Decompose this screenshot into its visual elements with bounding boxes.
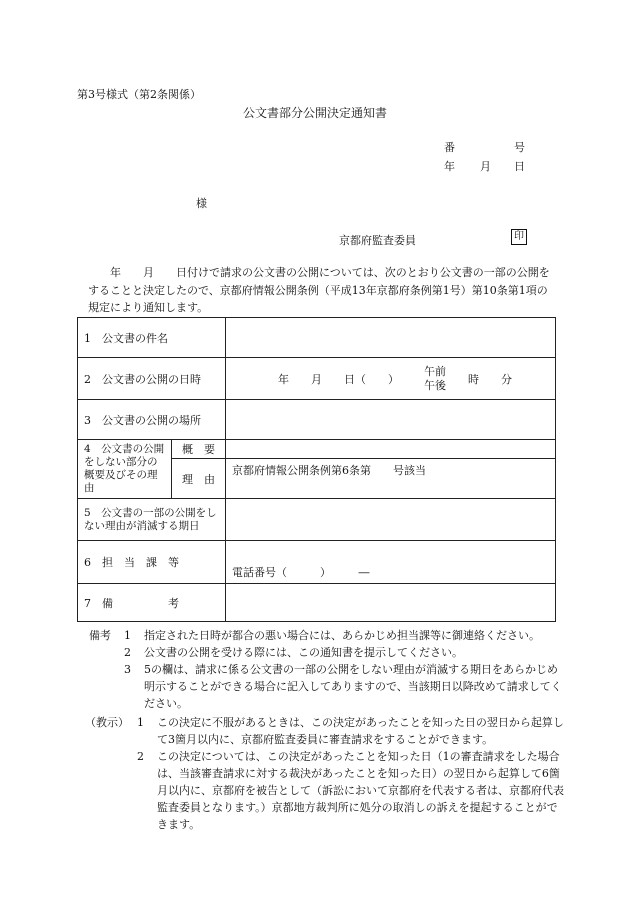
row4-summary-value [226,440,556,459]
note-text: この決定に不服があるときは、この決定があったことを知った日の翌日から起算して3箇月以内に、京都府監査委員に審査請求をすることができます。 [157,716,564,746]
table-row [78,318,556,358]
note-number: 2 [137,750,144,763]
note-text: この決定については、この決定があったことを知った日（1の審査請求をした場合は、当該審査請求に対する裁決があったことを知った日）の翌日から起算して6箇月以内に、京都府を被告として（訴訟において京都府を代表する者は、京都府代表監査委員となります。）京都地方裁判所に処分の取消しの訴えを提起することができます。 [157,750,564,831]
row2-time: 時 分 [468,372,512,386]
row2-date: 年 月 日（ ） [278,372,399,386]
table-row [78,440,556,459]
issuer-name: 京都府監査委員 [339,234,416,247]
row4-reason-value: 京都府情報公開条例第6条第 号該当 [226,459,556,499]
table-row [78,499,556,541]
row2-value-cell [226,358,556,400]
note-number: 1 [124,629,131,642]
list-item [77,644,567,661]
table-row [78,400,556,440]
notes-section [77,627,567,833]
date-day-label: 日 [514,160,525,173]
note-number: 1 [137,716,144,729]
row3-label: 3 公文書の公開の場所 [78,400,226,440]
row4-label: 4 公文書の公開をしない部分の概要及びその理由 [78,440,172,499]
note-text: 公文書の公開を受ける際には、この通知書を提示してください。 [144,646,463,659]
note-text: 5の欄は、請求に係る公文書の一部の公開をしない理由が消滅する期日をあらかじめ明示することができる場合に記入してありますので、当該期日以降改めて請求してください。 [144,663,562,710]
addressee-suffix: 様 [196,197,207,210]
number-label: 番 [444,141,455,154]
row1-label: 1 公文書の件名 [78,318,226,358]
date-year-label: 年 [444,160,455,173]
row2-ampm [424,365,468,393]
list-item [77,661,567,712]
table-row [78,541,556,584]
seal-mark: 印 [511,229,527,245]
table-row [78,358,556,400]
note-number: 3 [124,663,131,676]
row6-label: 6 担 当 課 等 [78,541,226,584]
row2-am: 午前 [424,364,446,378]
row6-phone: 電話番号（ ） ― [226,541,556,584]
table-row [78,584,556,622]
row1-value [226,318,556,358]
number-suffix: 号 [514,141,525,154]
list-item [77,748,567,833]
form-code: 第3号様式（第2条関係） [77,88,201,101]
row7-value [226,584,556,622]
note-text: 指定された日時が都合の悪い場合には、あらかじめ担当課等に御連絡ください。 [144,629,540,642]
kyoji-label: （教示） [85,716,129,729]
document-title: 公文書部分公開決定通知書 [242,106,387,120]
row4-sub-reason: 理 由 [172,459,226,499]
row5-label: 5 公文書の一部の公開をしない理由が消滅する期日 [78,499,226,541]
row7-label: 7 備 考 [78,584,226,622]
intro-paragraph: 年 月 日付けで請求の公文書の公開については、次のとおり公文書の一部の公開をすることと決定したので、京都府情報公開条例（平成13年京都府条例第1号）第10条第1項の規定により通知します。 [88,266,550,314]
row5-value [226,499,556,541]
disclosure-table [77,317,556,622]
list-item [77,714,567,748]
biko-label: 備考 [89,629,111,642]
row2-label: 2 公文書の公開の日時 [78,358,226,400]
row4-sub-summary: 概 要 [172,440,226,459]
row3-value [226,400,556,440]
list-item [77,627,567,644]
date-month-label: 月 [480,160,491,173]
note-number: 2 [124,646,131,659]
row2-pm: 午後 [424,378,446,392]
